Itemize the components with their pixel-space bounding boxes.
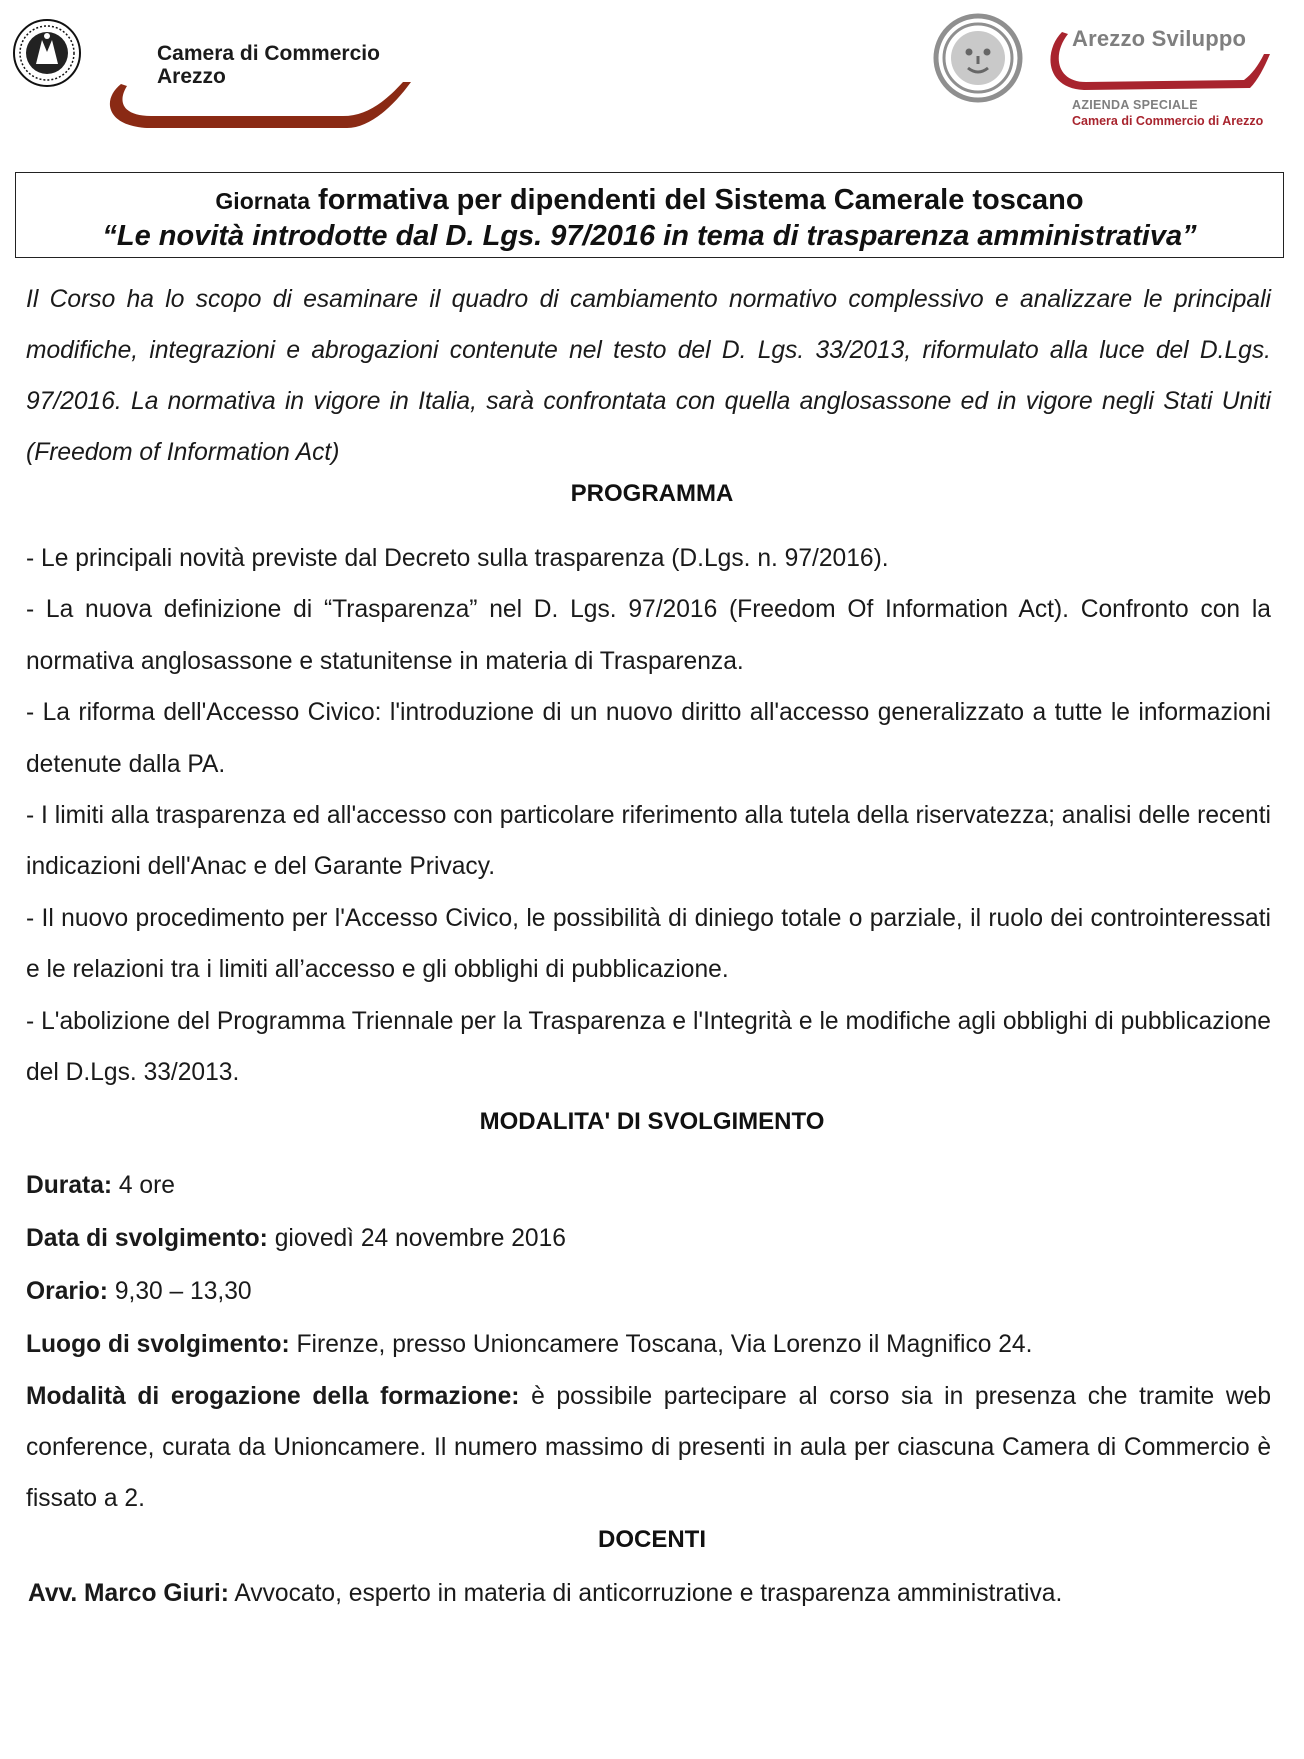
durata-value: 4 ore <box>112 1172 175 1199</box>
course-title-line1 <box>16 183 1283 218</box>
docente-description: Avvocato, esperto in materia di anticorruzione e trasparenza amministrativa. <box>228 1580 1063 1607</box>
orario-row <box>26 1265 1271 1318</box>
azienda-speciale-label: AZIENDA SPECIALE <box>1072 98 1198 112</box>
programma-list <box>26 533 1271 1098</box>
erogazione-row <box>26 1371 1271 1524</box>
luogo-value: Firenze, presso Unioncamere Toscana, Via Lorenzo il Magnifico 24. <box>289 1331 1033 1358</box>
seal-icon <box>12 18 82 88</box>
data-label: Data di svolgimento: <box>26 1225 268 1252</box>
lion-emblem-icon <box>932 12 1024 104</box>
coc-line1: Camera di Commercio <box>157 42 380 65</box>
course-title-line2: “Le novità introdotte dal D. Lgs. 97/2016 in tema di trasparenza amministrativa” <box>102 220 1197 252</box>
docente-name: Avv. Marco Giuri: <box>28 1580 229 1607</box>
programma-item: - La nuova definizione di “Trasparenza” nel D. Lgs. 97/2016 (Freedom Of Information Act). Confronto con la normativa anglosassone e statunitense in materia di Trasparenza. <box>26 596 1271 675</box>
programma-item: - Il nuovo procedimento per l'Accesso Civico, le possibilità di diniego totale o parziale, il ruolo dei controinteressati e le relazioni tra i limiti all’accesso e gli obblighi di pubblicazione. <box>26 904 1271 984</box>
modalita-heading: MODALITA' DI SVOLGIMENTO <box>479 1108 825 1135</box>
durata-row <box>26 1159 1271 1212</box>
modalita-details <box>26 1159 1271 1524</box>
luogo-label: Luogo di svolgimento: <box>26 1331 290 1358</box>
course-intro: Il Corso ha lo scopo di esaminare il quadro di cambiamento normativo complessivo e analizzare le principali modifiche, integrazioni e abrogazioni contenute nel testo del D. Lgs. 33/2013, riformulato alla luce del D.Lgs. 97/2016. La normativa in vigore in Italia, sarà confrontata con quella anglosassone ed in vigore negli Stati Uniti (Freedom of Information Act) <box>26 286 1271 466</box>
title-giornata: Giornata <box>215 188 310 214</box>
arezzo-sviluppo-logo <box>932 12 1277 132</box>
coc-swoosh-graphic <box>107 78 417 134</box>
data-value: giovedì 24 novembre 2016 <box>267 1225 566 1252</box>
docente-entry <box>28 1580 1062 1608</box>
programma-item: - L'abolizione del Programma Triennale per la Trasparenza e l'Integrità e le modifiche agli obblighi di pubblicazione del D.Lgs. 33/2013. <box>26 1007 1271 1087</box>
title-line1-rest: formativa per dipendenti del Sistema Camerale toscano <box>310 184 1084 216</box>
orario-label: Orario: <box>26 1278 108 1305</box>
coc-line2: Arezzo <box>157 65 226 88</box>
programma-item: - I limiti alla trasparenza ed all'accesso con particolare riferimento alla tutela della riservatezza; analisi delle recenti indicazioni dell'Anac e del Garante Privacy. <box>26 802 1271 881</box>
luogo-row <box>26 1318 1271 1371</box>
course-title-box <box>15 172 1284 258</box>
erogazione-label: Modalità di erogazione della formazione: <box>26 1383 520 1410</box>
programma-item: - Le principali novità previste dal Decreto sulla trasparenza (D.Lgs. n. 97/2016). <box>26 545 889 572</box>
docenti-heading: DOCENTI <box>598 1526 706 1553</box>
erogazione-value: è possibile partecipare al corso sia in presenza che tramite web conference, curata da Unioncamere. Il numero massimo di presenti in aula per ciascuna Camera di Commercio è fissato a 2. <box>26 1383 1271 1512</box>
durata-label: Durata: <box>26 1172 113 1199</box>
orario-value: 9,30 – 13,30 <box>108 1278 252 1305</box>
data-row <box>26 1212 1271 1265</box>
camera-commercio-logo <box>12 18 412 128</box>
camera-commercio-subtitle: Camera di Commercio di Arezzo <box>1072 114 1264 128</box>
programma-item: - La riforma dell'Accesso Civico: l'introduzione di un nuovo diritto all'accesso generalizzato a tutte le informazioni detenute dalla PA. <box>26 699 1271 778</box>
arezzo-sviluppo-title: Arezzo Sviluppo <box>1072 26 1247 51</box>
programma-heading: PROGRAMMA <box>570 480 734 507</box>
